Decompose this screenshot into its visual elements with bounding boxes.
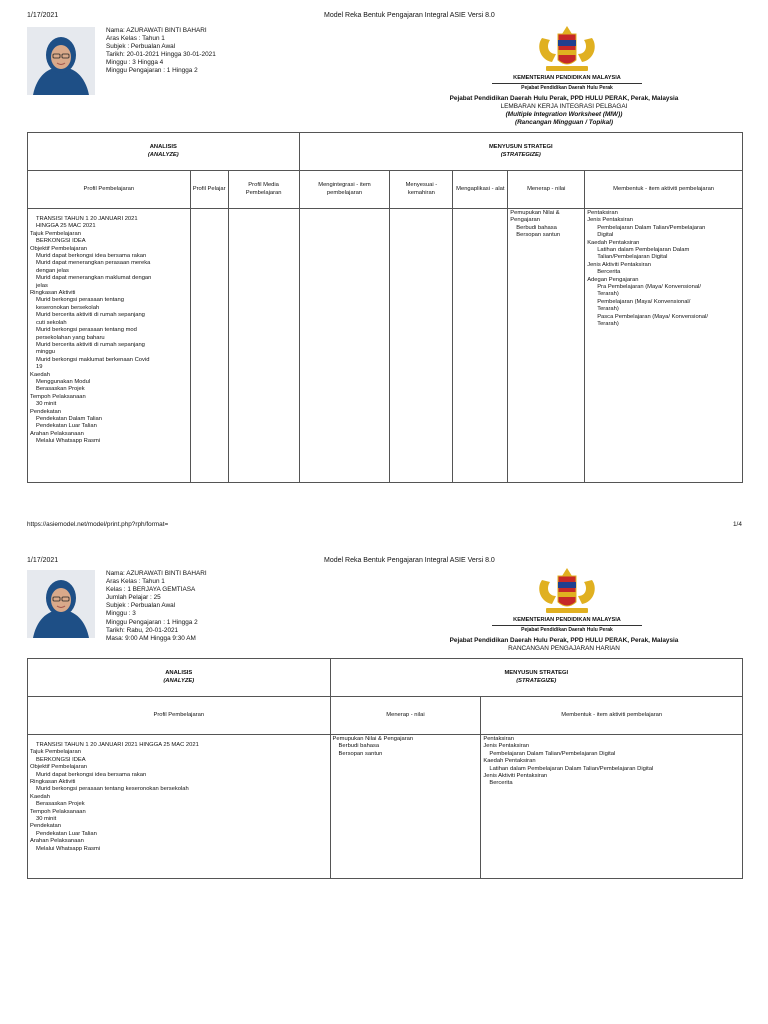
empty-cell [453, 209, 508, 483]
teacher-info [106, 570, 207, 643]
list-item: Pembelajaran Dalam Talian/Pembelajaran [597, 224, 706, 231]
list-item: HINGGA 25 MAC 2021 [36, 223, 96, 230]
list-item: Tempoh Pelaksanaan [30, 808, 86, 815]
list-item: Arahan Pelaksanaan [30, 430, 84, 437]
teacher-info-line: Kelas : 1 BERJAYA GEMTIASA [106, 586, 196, 594]
list-item: Jenis Pentaksiran [587, 217, 633, 224]
empty-cell [299, 209, 390, 483]
teacher-info-line: Nama: AZURAWATI BINTI BAHARI [106, 570, 207, 577]
print-date: 1/17/2021 [27, 12, 59, 19]
list-item: Pendekatan [30, 408, 61, 415]
list-item: Terarah) [597, 291, 619, 298]
page-url-link[interactable]: https://asiemodel.net/model/print.php?rph/format= [27, 521, 169, 528]
list-item: Jenis Aktiviti Pentaksiran [483, 773, 548, 780]
list-item: Arahan Pelaksanaan [30, 838, 84, 845]
list-item: Pentaksiran [483, 736, 514, 742]
column-header: Profil Pembelajaran [28, 697, 331, 735]
list-item: Pembelajaran Dalam Talian/Pembelajaran Digital [489, 750, 616, 757]
document-title: Model Reka Bentuk Pengajaran Integral ASIE Versi 8.0 [324, 12, 495, 19]
empty-cell [190, 209, 228, 483]
list-item: Terarah) [597, 321, 619, 328]
list-item: Berasaskan Projek [36, 801, 85, 808]
list-item: Berasaskan Projek [36, 386, 85, 393]
office-line: (Rancangan Mingguan / Topikal) [514, 119, 614, 126]
office-line: (Multiple Integration Worksheet (MIW)) [505, 111, 623, 118]
column-header: Profil Media Pembelajaran [228, 171, 299, 209]
teacher-info-line: Minggu : 3 [106, 610, 136, 618]
list-item: minggu [36, 349, 56, 356]
list-item: BERKONGSI IDEA [36, 756, 86, 763]
list-item: Berbudi bahasa [338, 743, 380, 750]
nilai-list [333, 736, 479, 758]
list-item: Murid bercerita aktiviti di rumah sepanjang [36, 312, 145, 319]
ministry-name [492, 75, 642, 91]
list-item: Ringkasan Aktiviti [30, 779, 76, 786]
teacher-info-line: Minggu Pengajaran : 1 Hingga 2 [106, 618, 198, 626]
list-item: persekolahan yang baharu [36, 334, 105, 341]
profil-cell [28, 735, 331, 879]
list-item: Bersopan santun [516, 232, 561, 239]
strategize-header [330, 659, 742, 697]
teacher-info [106, 27, 216, 76]
list-item: TRANSISI TAHUN 1 20 JANUARI 2021 [36, 216, 138, 222]
office-heading [394, 637, 734, 653]
list-item: BERKONGSI IDEA [36, 238, 86, 245]
list-item: Latihan dalam Pembelajaran Dalam [597, 247, 690, 254]
list-item: Pasca Pembelajaran (Maya/ Konvensional/ [597, 313, 709, 320]
nilai-cell [330, 735, 481, 879]
nilai-cell [508, 209, 585, 483]
analyze-title: ANALISIS [165, 670, 193, 677]
list-item: keseronokan bersekolah [36, 304, 100, 311]
list-item: Murid berkongsi maklumat berkenaan Covid [36, 356, 150, 363]
list-item: Objektif Pembelajaran [30, 245, 88, 252]
analyze-subtitle: (ANALYZE) [163, 677, 195, 684]
strategize-subtitle: (STRATEGIZE) [516, 677, 557, 684]
column-header: Menerap - nilai [330, 697, 481, 735]
page-number: 1/4 [733, 521, 742, 528]
list-item: Kaedah Pentaksiran [587, 239, 640, 246]
strategize-subtitle: (STRATEGIZE) [500, 151, 541, 158]
list-item: Tajuk Pembelajaran [30, 749, 81, 756]
analyze-header [28, 133, 300, 171]
list-item: Jenis Aktiviti Pentaksiran [587, 261, 651, 268]
list-item: Pra Pembelajaran (Maya/ Konvensional/ [597, 284, 701, 291]
list-item: Pendekatan [30, 823, 61, 830]
strategize-title: MENYUSUN STRATEGI [504, 670, 569, 677]
column-header: Mengaplikasi - alat [453, 171, 508, 209]
list-item: Murid berkongsi perasaan tentang [36, 297, 124, 304]
list-item: Melalui Whatsapp Rasmi [36, 438, 101, 445]
malaysia-crest-icon [532, 24, 602, 74]
office-line: Pejabat Pendidikan Daerah Hulu Perak, PPD HULU PERAK, Perak, Malaysia [449, 95, 679, 102]
list-item: Murid dapat menerangkan maklumat dengan [36, 275, 152, 282]
list-item: Kaedah [30, 793, 50, 800]
list-item: Tempoh Pelaksanaan [30, 393, 86, 400]
column-header: Mengintegrasi - item pembelajaran [299, 171, 390, 209]
ministry-subtitle: Pejabat Pendidikan Daerah Hulu Perak [492, 83, 642, 91]
teacher-photo [27, 570, 95, 638]
list-item: Bercerita [597, 269, 621, 276]
list-item: Talian/Pembelajaran Digital [597, 254, 668, 261]
office-line: RANCANGAN PENGAJARAN HARIAN [508, 645, 620, 652]
teacher-info-line: Minggu : 3 Hingga 4 [106, 59, 164, 67]
analyze-title: ANALISIS [149, 144, 177, 151]
list-item: Latihan dalam Pembelajaran Dalam Talian/Pembelajaran Digital [489, 765, 654, 772]
teacher-info-line: Masa: 9:00 AM Hingga 9:30 AM [106, 634, 196, 642]
column-header: Profil Pembelajaran [28, 171, 191, 209]
analyze-header [28, 659, 331, 697]
list-item: Kaedah Pentaksiran [483, 758, 536, 765]
column-header: Menerap - nilai [508, 171, 585, 209]
teacher-info-line: Minggu Pengajaran : 1 Hingga 2 [106, 67, 198, 75]
list-item: TRANSISI TAHUN 1 20 JANUARI 2021 HINGGA 25 MAC 2021 [36, 742, 199, 748]
profil-list [30, 736, 328, 853]
list-item: Pengajaran [510, 217, 540, 224]
list-item: Tajuk Pembelajaran [30, 230, 81, 237]
empty-cell [390, 209, 453, 483]
aktiviti-list [587, 210, 740, 329]
list-item: Murid dapat menerangkan perasaan mereka [36, 260, 151, 267]
teacher-info-line: Subjek : Perbualan Awal [106, 602, 176, 610]
list-item: Murid dapat berkongsi idea bersama rakan [36, 771, 147, 778]
column-header: Profil Pelajar [190, 171, 228, 209]
list-item: Bersopan santun [338, 750, 383, 757]
strategize-title: MENYUSUN STRATEGI [488, 144, 553, 151]
profil-list [30, 210, 188, 446]
nilai-list [510, 210, 582, 240]
analyze-subtitle: (ANALYZE) [147, 151, 179, 158]
list-item: Pemupukan Nilai & [510, 210, 560, 216]
teacher-info-line: Nama: AZURAWATI BINTI BAHARI [106, 27, 207, 34]
print-date: 1/17/2021 [27, 557, 59, 564]
ministry-subtitle: Pejabat Pendidikan Daerah Hulu Perak [492, 625, 642, 633]
teacher-info-line: Tarikh: Rabu, 20-01-2021 [106, 626, 179, 634]
list-item: 30 minit [36, 401, 57, 408]
ministry-title: KEMENTERIAN PENDIDIKAN MALAYSIA [513, 75, 621, 81]
office-line: Pejabat Pendidikan Daerah Hulu Perak, PPD HULU PERAK, Perak, Malaysia [449, 637, 679, 644]
aktiviti-cell [481, 735, 743, 879]
malaysia-crest-icon [532, 566, 602, 616]
teacher-info-line: Subjek : Perbualan Awal [106, 43, 176, 51]
list-item: Jenis Pentaksiran [483, 743, 530, 750]
column-header: Membentuk - item aktiviti pembelajaran [585, 171, 743, 209]
teacher-info-line: Tarikh: 20-01-2021 Hingga 30-01-2021 [106, 51, 216, 59]
list-item: Bercerita [489, 780, 513, 787]
worksheet-table [27, 132, 743, 483]
list-item: Digital [597, 232, 614, 239]
profil-cell [28, 209, 191, 483]
list-item: Adegan Pengajaran [587, 276, 639, 283]
list-item: 19 [36, 364, 43, 371]
column-header: Menyesuai - kemahiran [390, 171, 453, 209]
list-item: dengan jelas [36, 267, 69, 274]
list-item: Objektif Pembelajaran [30, 764, 88, 771]
list-item: Terarah) [597, 306, 619, 313]
list-item: Melalui Whatsapp Rasmi [36, 845, 101, 852]
list-item: Murid dapat berkongsi idea bersama rakan [36, 253, 147, 260]
list-item: Ringkasan Aktiviti [30, 290, 76, 297]
list-item: Murid berkongsi perasaan tentang mod [36, 327, 137, 334]
daily-plan-table [27, 658, 743, 879]
list-item: Pendekatan Dalam Talian [36, 415, 102, 422]
office-heading [394, 95, 734, 127]
list-item: jelas [36, 282, 48, 289]
office-line: LEMBARAN KERJA INTEGRASI PELBAGAI [500, 103, 628, 110]
teacher-info-line: Aras Kelas : Tahun 1 [106, 578, 165, 586]
list-item: Pentaksiran [587, 210, 618, 216]
teacher-info-line: Aras Kelas : Tahun 1 [106, 35, 165, 43]
empty-cell [228, 209, 299, 483]
column-header: Membentuk - item aktiviti pembelajaran [481, 697, 743, 735]
ministry-title: KEMENTERIAN PENDIDIKAN MALAYSIA [513, 617, 621, 623]
aktiviti-cell [585, 209, 743, 483]
document-title: Model Reka Bentuk Pengajaran Integral ASIE Versi 8.0 [324, 557, 495, 564]
teacher-info-line: Jumlah Pelajar : 25 [106, 594, 161, 602]
teacher-photo [27, 27, 95, 95]
list-item: cuti sekolah [36, 319, 67, 326]
list-item: Menggunakan Modul [36, 378, 91, 385]
list-item: Murid bercerita aktiviti di rumah sepanjang [36, 341, 145, 348]
list-item: Pendekatan Luar Talian [36, 423, 97, 430]
list-item: Pemupukan Nilai & Pengajaran [332, 736, 414, 742]
list-item: 30 minit [36, 816, 57, 823]
list-item: Kaedah [30, 371, 50, 378]
ministry-name [492, 617, 642, 633]
list-item: Berbudi bahasa [516, 224, 557, 231]
list-item: Pendekatan Luar Talian [36, 830, 97, 837]
list-item: Murid berkongsi perasaan tentang keseronokan bersekolah [36, 786, 189, 793]
strategize-header [299, 133, 742, 171]
aktiviti-list [483, 736, 740, 788]
list-item: Pembelajaran (Maya/ Konvensional/ [597, 298, 691, 305]
